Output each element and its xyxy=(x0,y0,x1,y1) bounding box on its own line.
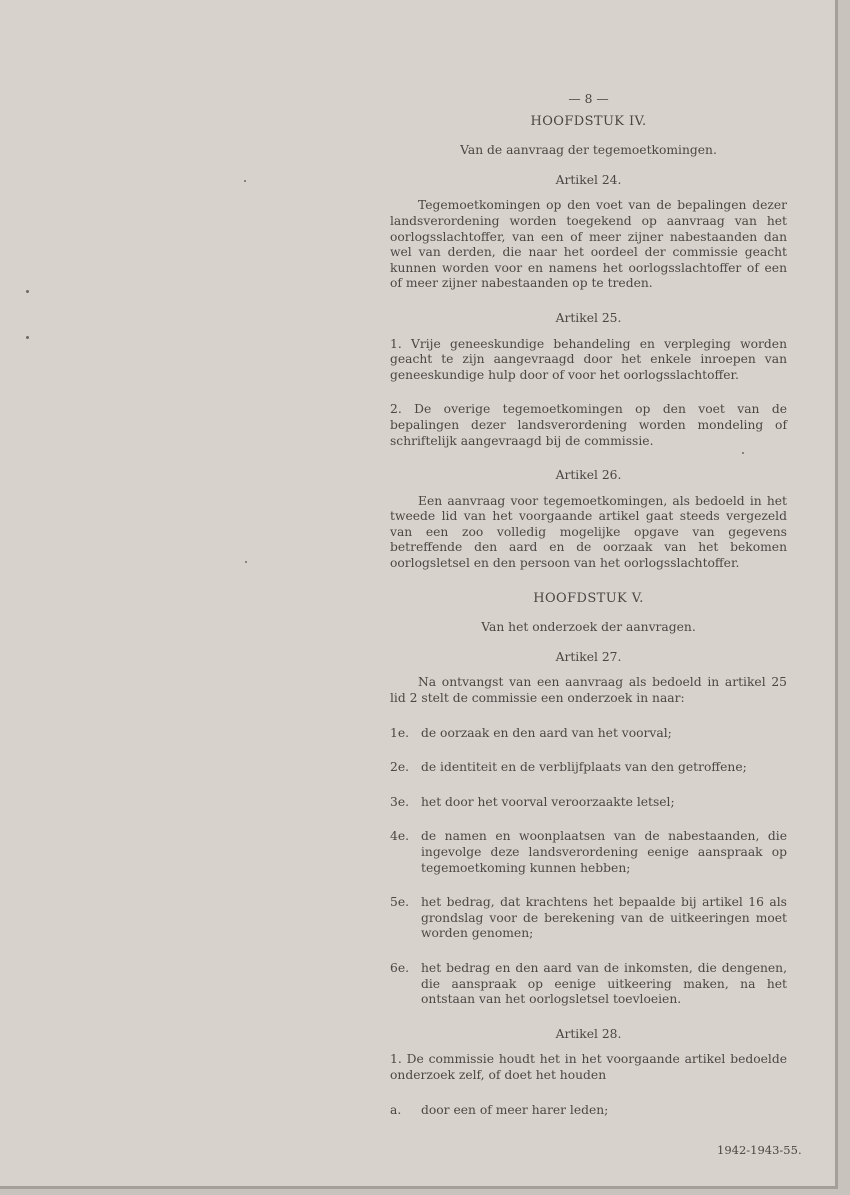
list-item xyxy=(390,1103,787,1119)
list-item-number: 1e. xyxy=(390,725,410,740)
list-item xyxy=(390,795,787,811)
list-item-text: de identiteit en de verblijfplaats van den getroffene; xyxy=(421,760,747,775)
list-item-number: 5e. xyxy=(390,895,410,910)
article-25-title: Artikel 25. xyxy=(555,310,622,325)
paper-speck xyxy=(26,336,29,339)
chapter-5-subtitle: Van het onderzoek der aanvragen. xyxy=(481,620,696,635)
list-item-text: het bedrag en den aard van de inkomsten, die dengenen, die aanspraak op eenige uitkeering maken, na het ontstaan van het oorlogsletsel toevloeien. xyxy=(421,960,787,1007)
chapter-5-heading: HOOFDSTUK V. xyxy=(533,590,644,606)
list-item-text: de namen en woonplaatsen van de nabestaanden, die ingevolge deze landsverordening eenige aanspraak op tegemoetkoming kunnen hebben; xyxy=(421,829,787,875)
list-item-number: 3e. xyxy=(390,794,410,809)
list-item xyxy=(390,760,787,776)
paper-speck xyxy=(245,561,247,563)
article-24-text: Tegemoetkomingen op den voet van de bepalingen dezer landsverordening worden toegekend op aanvraag van het oorlogsslachtoffer, van een of meer zijner nabestaanden dan wel van derden, die naar het oordeel der commissie geacht kunnen worden voor en namens het oorlogsslachtoffer of een of meer zijner nabestaanden op te treden. xyxy=(390,198,787,291)
chapter-4-subtitle: Van de aanvraag der tegemoetkomingen. xyxy=(460,143,717,158)
list-item-number: 4e. xyxy=(390,829,410,844)
article-26-text: Een aanvraag voor tegemoetkomingen, als bedoeld in het tweede lid van het voorgaande artikel gaat steeds vergezeld van een zoo volledig mogelijke opgave van gegevens betreffende den aard en de oorzaak van het bekomen oorlogsletsel en den persoon van het oorlogsslachtoffer. xyxy=(390,493,787,571)
article-28-paragraph-1: 1. De commissie houdt het in het voorgaande artikel bedoelde onderzoek zelf, of doet het houden xyxy=(390,1052,787,1082)
article-25-paragraph-1: 1. Vrije geneeskundige behandeling en verpleging worden geacht te zijn aangevraagd door het enkele inroepen van geneeskundige hulp door of voor het oorlogsslachtoffer. xyxy=(390,336,787,382)
list-item-text: de oorzaak en den aard van het voorval; xyxy=(421,725,672,740)
list-item-number: 6e. xyxy=(390,960,410,975)
list-item-number: 2e. xyxy=(390,760,410,775)
list-item xyxy=(390,895,787,942)
footer-reference: 1942-1943-55. xyxy=(717,1143,802,1157)
list-item-text: het door het voorval veroorzaakte letsel; xyxy=(421,794,675,809)
chapter-4-heading: HOOFDSTUK IV. xyxy=(530,113,647,129)
page-number: — 8 — xyxy=(568,92,609,106)
paper-speck xyxy=(244,180,246,182)
article-26-title: Artikel 26. xyxy=(555,468,622,483)
list-item xyxy=(390,726,787,742)
article-27-title: Artikel 27. xyxy=(555,649,622,664)
list-item-number: a. xyxy=(390,1102,402,1117)
article-24-title: Artikel 24. xyxy=(555,172,622,187)
article-28-title: Artikel 28. xyxy=(555,1026,622,1041)
paper-speck xyxy=(26,290,29,293)
article-25-paragraph-2: 2. De overige tegemoetkomingen op den voet van de bepalingen dezer landsverordening worden mondeling of schriftelijk aangevraagd bij de commissie. xyxy=(390,402,787,448)
list-item-text: het bedrag, dat krachtens het bepaalde bij artikel 16 als grondslag voor de berekening van de uitkeeringen moet worden genomen; xyxy=(421,895,787,941)
list-item xyxy=(390,961,787,1008)
article-27-intro: Na ontvangst van een aanvraag als bedoeld in artikel 25 lid 2 stelt de commissie een onderzoek in naar: xyxy=(390,675,787,706)
list-item xyxy=(390,829,787,876)
list-item-text: door een of meer harer leden; xyxy=(421,1102,609,1117)
document-text-column xyxy=(390,92,787,1137)
